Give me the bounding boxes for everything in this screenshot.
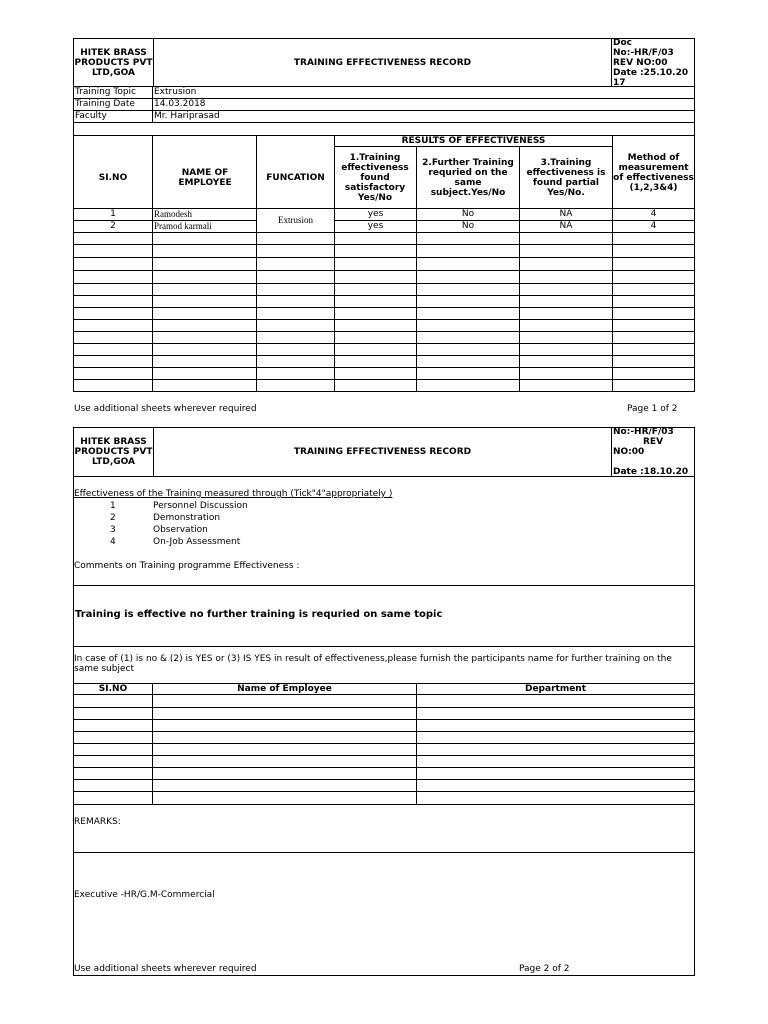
doc-line: No:-HR/F/03 <box>613 48 674 58</box>
doc-line: No:-HR/F/03 <box>613 427 674 437</box>
company-name: HITEK BRASS PRODUCTS PVT LTD,GOA <box>74 47 153 78</box>
method-num: 3 <box>110 525 116 535</box>
function-value: Extrusion <box>278 215 313 225</box>
row-further-training: No <box>461 209 475 219</box>
doc-number-block <box>613 38 688 88</box>
remarks-label: REMARKS: <box>74 817 121 827</box>
col-employee-name: NAME OF EMPLOYEE <box>178 167 232 188</box>
form-title: TRAINING EFFECTIVENESS RECORD <box>293 57 472 68</box>
row-method: 4 <box>650 209 657 219</box>
page-label-1: Page 1 of 2 <box>627 404 678 414</box>
info-label-date: Training Date <box>75 99 135 109</box>
method-num: 4 <box>110 537 116 547</box>
method-label: Observation <box>153 525 208 535</box>
row-partial: NA <box>559 209 573 219</box>
page-label-2: Page 2 of 2 <box>519 964 570 974</box>
method-num: 1 <box>110 501 116 511</box>
row-satisfactory: yes <box>367 221 384 231</box>
col-further-training: 2.Further Training requried on the same subject.Yes/No <box>422 157 514 198</box>
row-sino: 1 <box>110 209 116 219</box>
measured-through-label: Effectiveness of the Training measured through (Tick"4"appropriately ) <box>74 489 393 499</box>
doc-line: Date :25.10.20 <box>613 68 689 78</box>
signatory-label: Executive -HR/G.M-Commercial <box>74 890 215 900</box>
col-sino: SI.NO <box>98 172 128 183</box>
footer-note-1: Use additional sheets wherever required <box>74 404 257 414</box>
doc-line: REV <box>643 437 664 447</box>
doc-line: 17 <box>613 78 626 88</box>
row-employee-name: Pramod karmali <box>154 221 212 231</box>
comment-text: Training is effective no further training is requried on same topic <box>75 609 443 620</box>
row-further-training: No <box>461 221 475 231</box>
row-satisfactory: yes <box>367 209 384 219</box>
col-partial: 3.Training effectiveness is found partial Yes/No. <box>526 157 606 198</box>
col-satisfactory: 1.Training effectiveness found satisfactory Yes/No <box>341 152 409 203</box>
doc-line: REV NO:00 <box>613 58 668 68</box>
method-label: Personnel Discussion <box>153 501 248 511</box>
info-label-faculty: Faculty <box>75 111 107 121</box>
info-value-date: 14.03.2018 <box>154 99 206 109</box>
results-header: RESULTS OF EFFECTIVENESS <box>401 136 546 146</box>
col-function: FUNCATION <box>266 172 325 183</box>
col-department: Department <box>524 684 587 694</box>
doc-line: Date :18.10.20 <box>613 467 689 477</box>
doc-line: Doc <box>613 38 632 48</box>
comments-label: Comments on Training programme Effectiveness : <box>74 561 300 571</box>
row-sino: 2 <box>110 221 116 231</box>
doc-line: NO:00 <box>613 447 645 457</box>
footer-note-2: Use additional sheets wherever required <box>74 964 257 974</box>
info-value-faculty: Mr. Hariprasad <box>154 111 220 121</box>
method-label: Demonstration <box>153 513 221 523</box>
method-label: On-Job Assessment <box>153 537 241 547</box>
row-employee-name: Ramodesh <box>154 209 192 219</box>
company-name: HITEK BRASS PRODUCTS PVT LTD,GOA <box>74 437 153 467</box>
info-label-topic: Training Topic <box>75 87 137 97</box>
method-num: 2 <box>110 513 116 523</box>
form-title: TRAINING EFFECTIVENESS RECORD <box>293 447 472 457</box>
col-sino: SI.NO <box>98 684 128 694</box>
row-method: 4 <box>650 221 657 231</box>
col-method: Method of measurement of effectiveness (1,2,3&4) <box>613 153 694 193</box>
col-employee-name: Name of Employee <box>237 684 332 694</box>
instruction-text: In case of (1) is no & (2) is YES or (3) IS YES in result of effectiveness,please furnish the participants name for further training on the same subject <box>74 654 672 674</box>
doc-number-block <box>613 427 688 477</box>
row-partial: NA <box>559 221 573 231</box>
info-value-topic: Extrusion <box>154 87 197 97</box>
